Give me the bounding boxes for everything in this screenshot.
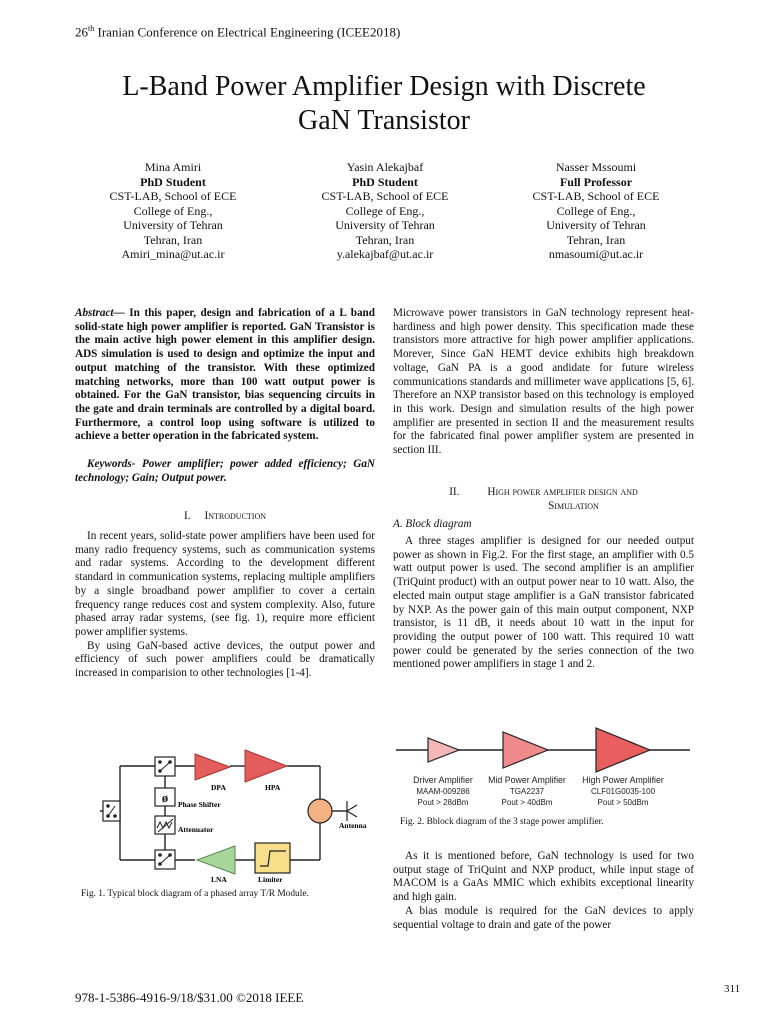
paragraph: By using GaN-based active devices, the output power and efficiency of such power amplifiers could be dramatically increased in comparision to other technologies [1-4].: [75, 639, 375, 680]
author-block: [496, 160, 696, 262]
figure-2-caption: Fig. 2. Bblock diagram of the 3 stage power amplifier.: [400, 817, 604, 827]
dpa-amplifier-icon: [195, 754, 230, 780]
paragraph: A bias module is required for the GaN devices to apply sequential voltage to drain and gate of the power: [393, 904, 694, 931]
author-position: PhD Student: [352, 174, 418, 189]
paragraph: A three stages amplifier is designed for our needed output power as shown in Fig.2. For the first stage, an amplifier with 0.5 watt output power is used. The second amplifier is an amplifier (TriQuint product) with an output power near to 10 watt. Also, the elected main output stage amplifier is a GaN transistor fabricated by NXP. As the power gain of this main output component, NXP transistor, is 11 dB, it needs about 10 watt in the input for providing the output power of 100 watt. This required 10 watt power could be generated by the series connection of the two mentioned power amplifiers in stage 1 and 2.: [393, 535, 694, 671]
author-lab: CST-LAB, School of ECE: [321, 189, 449, 203]
stage-name: Mid Power Amplifier: [488, 775, 566, 785]
paper-title: [40, 70, 728, 138]
subsection-block-diagram: A. Block diagram: [393, 518, 472, 530]
conference-header: 26th Iranian Conference on Electrical Engineering (ICEE2018): [75, 24, 401, 40]
antenna-icon: [347, 801, 357, 821]
section-heading-design: II. High power amplifier design and Simulation: [449, 486, 638, 512]
author-position: PhD Student: [140, 174, 206, 189]
stage-part: MAAM-009286: [416, 787, 470, 796]
author-college: College of Eng.,: [556, 203, 636, 218]
driver-amplifier-icon: [428, 738, 459, 762]
stage-part: CLF01G0035-100: [590, 787, 656, 796]
title-line-2: GaN Transistor: [298, 105, 470, 136]
label-phase-shifter: Phase Shifter: [178, 800, 221, 809]
hpa-amplifier-icon: [245, 750, 287, 782]
author-university: University of Tehran: [335, 218, 435, 232]
block-diagram-body: [393, 535, 694, 672]
label-hpa: HPA: [265, 783, 281, 792]
label-limiter: Limiter: [258, 875, 283, 884]
abstract-text: In this paper, design and fabrication of a L band solid-state high power amplifier is reported. GaN Transistor is the main active high power element in this amplifier design. ADS simulation is used to design and optimize the input and output matching of the transistor. With these optimized matching networks, more than 100 watt output power is obtained. For the GaN transistor, bias sequencing circuits in the gate and drain terminals are controlled by a digital board. Furthermore, a control loop using software is utilized to achieve a better operation in the fabricated system.: [75, 307, 375, 443]
label-attenuator: Attenuator: [178, 825, 214, 834]
author-name: Yasin Alekajbaf: [346, 160, 424, 174]
switch-icon: [103, 757, 175, 869]
high-power-amplifier-icon: [596, 728, 650, 772]
abstract-label: Abstract: [75, 307, 114, 319]
author-email[interactable]: Amiri_mina@ut.ac.ir: [121, 247, 225, 261]
svg-text:ø: ø: [161, 790, 169, 805]
figure-2-three-stage-diagram: [393, 725, 693, 810]
limiter-icon: [255, 843, 290, 873]
author-block: [73, 160, 273, 262]
author-university: University of Tehran: [546, 218, 646, 232]
mid-power-amplifier-icon: [503, 732, 548, 768]
label-dpa: DPA: [211, 783, 226, 792]
lna-amplifier-icon: [197, 846, 235, 874]
stage-name: High Power Amplifier: [582, 775, 664, 785]
figure-1-caption: Fig. 1. Typical block diagram of a phased array T/R Module.: [81, 889, 309, 899]
page-number: 311: [724, 983, 741, 995]
title-line-1: L-Band Power Amplifier Design with Discrete: [122, 71, 646, 102]
paragraph: As it is mentioned before, GaN technology is used for two output stage of TriQuint and NXP product, while input stage of MACOM is a GaAs MMIC which exhibits exceptional linearity and high gain.: [393, 850, 694, 904]
author-college: College of Eng.,: [345, 203, 425, 218]
stage-name: Driver Amplifier: [413, 775, 473, 785]
label-lna: LNA: [211, 875, 227, 884]
circulator-icon: [308, 799, 332, 823]
stage-pout: Pout > 28dBm: [417, 798, 469, 807]
stage-pout: Pout > 40dBm: [501, 798, 553, 807]
author-name: Nasser Mssoumi: [555, 160, 637, 174]
keywords: Keywords- Power amplifier; power added efficiency; GaN technology; Gain; Output power.: [75, 458, 375, 484]
right-column-continuation: [393, 850, 694, 932]
figure-1-tr-module-diagram: [75, 748, 380, 888]
paragraph: In recent years, solid-state power amplifiers have been used for many radio frequency systems, such as communication systems and radar systems. According to the development different standard in communication systems, replacing multiple amplifiers by a single broadband power amplifier to cover a certain frequency range reduces cost and system complexity. Also, future phased array radar systems, (see fig. 1), require more efficient power amplifier systems.: [75, 530, 375, 638]
author-city: Tehran, Iran: [143, 232, 203, 247]
abstract: Abstract— In this paper, design and fabrication of a L band solid-state high power amplifier is reported. GaN Transistor is the main active high power element in this amplifier design. ADS simulation is used to design and optimize the input and output matching of the transistor. With these optimized matching networks, more than 100 watt output power is obtained. For the GaN transistor, bias sequencing circuits in the gate and drain terminals are controlled by a digital board. Furthermore, a control loop using software is utilized to achieve a better operation in the fabricated system.: [75, 307, 375, 443]
author-email[interactable]: y.alekajbaf@ut.ac.ir: [336, 247, 434, 261]
right-column-intro: [393, 307, 694, 458]
author-university: University of Tehran: [123, 218, 223, 232]
label-antenna: Antenna: [339, 821, 367, 830]
author-lab: CST-LAB, School of ECE: [109, 189, 237, 203]
author-college: College of Eng.,: [133, 203, 213, 218]
author-city: Tehran, Iran: [355, 232, 415, 247]
section-heading-introduction: I. Introduction: [183, 510, 266, 522]
copyright-footer: 978-1-5386-4916-9/18/$31.00 ©2018 IEEE: [75, 990, 304, 1005]
stage-pout: Pout > 50dBm: [597, 798, 649, 807]
introduction-body: [75, 530, 375, 681]
author-position: Full Professor: [559, 174, 633, 189]
author-email[interactable]: nmasoumi@ut.ac.ir: [548, 247, 644, 261]
paragraph: Microwave power transistors in GaN technology represent heat-hardiness and high power density. This specification made these transistors more attractive for high power amplifier applications. Morever, Since GaN HEMT device exhibits high breakdown voltage, GaN PA is a good andidate for future wireless communications standards and millimeter wave applications [5, 6]. Therefore an NXP transistor based on this technology is employed in this work. Design and simulation results of the high power amplifier are presented in section II and the measurement results for the fabricated final power amplifier system are presented in section III.: [393, 307, 694, 457]
author-name: Mina Amiri: [144, 160, 202, 174]
stage-part: TGA2237: [509, 787, 545, 796]
author-block: [285, 160, 485, 262]
author-lab: CST-LAB, School of ECE: [532, 189, 660, 203]
author-city: Tehran, Iran: [566, 232, 626, 247]
